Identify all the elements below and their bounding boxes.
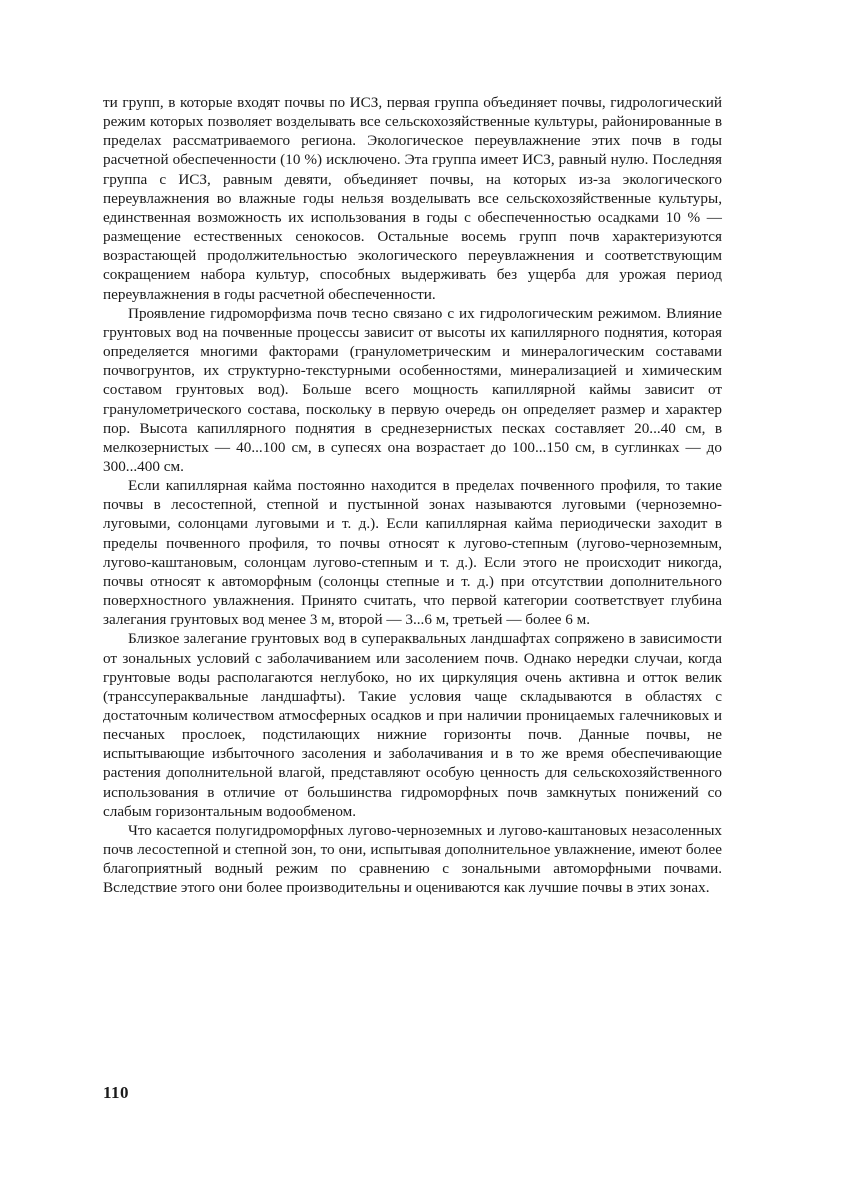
paragraph-4: Близкое залегание грунтовых вод в супераквальных ландшафтах сопряжено в зависимости от зональных условий с заболачиванием или засолением почв. Однако нередки случаи, когда грунтовые воды располагаются неглубоко, но их циркуляция очень активна и отток велик (транссупераквальные ландшафты). Такие условия чаще складываются в областях с достаточным количеством атмосферных осадков и при наличии проницаемых галечниковых и песчаных прослоек, подстилающих нижние горизонты почв. Данные почвы, не испытывающие избыточного засоления и заболачивания и в то же время обеспечивающие растения дополнительной влагой, представляют особую ценность для сельскохозяйственного использования в отличие от большинства гидроморфных почв замкнутых понижений со слабым горизонтальным водообменом.: [103, 630, 722, 820]
paragraph-5: Что касается полугидроморфных лугово-черноземных и лугово-каштановых незасоленных почв лесостепной и степной зон, то они, испытывая дополнительное увлажнение, имеют более благоприятный водный режим по сравнению с зональными автоморфными почвами. Вследствие этого они более производительны и оцениваются как лучшие почвы в этих зонах.: [103, 821, 722, 897]
body-text: [103, 93, 722, 898]
paragraph-1: ти групп, в которые входят почвы по ИСЗ, первая группа объединяет почвы, гидрологический режим которых позволяет возделывать все сельскохозяйственные культуры, районированные в пределах рассматриваемого региона. Экологическое переувлажнение этих почв в годы расчетной обеспеченности (10 %) исключено. Эта группа имеет ИСЗ, равный нулю. Последняя группа с ИСЗ, равным девяти, объединяет почвы, на которых из-за экологического переувлажнения во влажные годы нельзя возделывать все сельскохозяйственные культуры, единственная возможность их использования в годы с обеспеченностью осадками 10 % — размещение естественных сенокосов. Остальные восемь групп почв характеризуются возрастающей продолжительностью экологического переувлажнения и соответствующим сокращением набора культур, способных выдерживать без ущерба для урожая период переувлажнения в годы расчетной обеспеченности.: [103, 94, 722, 303]
paragraph-3: Если капиллярная кайма постоянно находится в пределах почвенного профиля, то такие почвы в лесостепной, степной и пустынной зонах называются луговыми (черноземно-луговыми, солонцами луговыми и т. д.). Если капиллярная кайма периодически заходит в пределы почвенного профиля, то почвы относят к лугово-степным (лугово-черноземным, лугово-каштановым, солонцам лугово-степным и т. д.). Если этого не происходит никогда, почвы относят к автоморфным (солонцы степные и т. д.) при отсутствии дополнительного поверхностного увлажнения. Принято считать, что первой категории соответствует глубина залегания грунтовых вод менее 3 м, второй — 3...6 м, третьей — более 6 м.: [103, 477, 722, 629]
page-number: 110: [103, 1083, 130, 1102]
paragraph-2: Проявление гидроморфизма почв тесно связано с их гидрологическим режимом. Влияние грунтовых вод на почвенные процессы зависит от высоты их капиллярного поднятия, которая определяется многими факторами (гранулометрическим и минералогическим составами почвогрунтов, их структурно-текстурными особенностями, минерализацией и химическим составом грунтовых вод). Больше всего мощность капиллярной каймы зависит от гранулометрического состава, поскольку в первую очередь он определяет размер и характер пор. Высота капиллярного поднятия в среднезернистых песках составляет 20...40 см, в мелкозернистых — 40...100 см, в супесях она возрастает до 100...150 см, в суглинках — до 300...400 см.: [103, 304, 722, 475]
